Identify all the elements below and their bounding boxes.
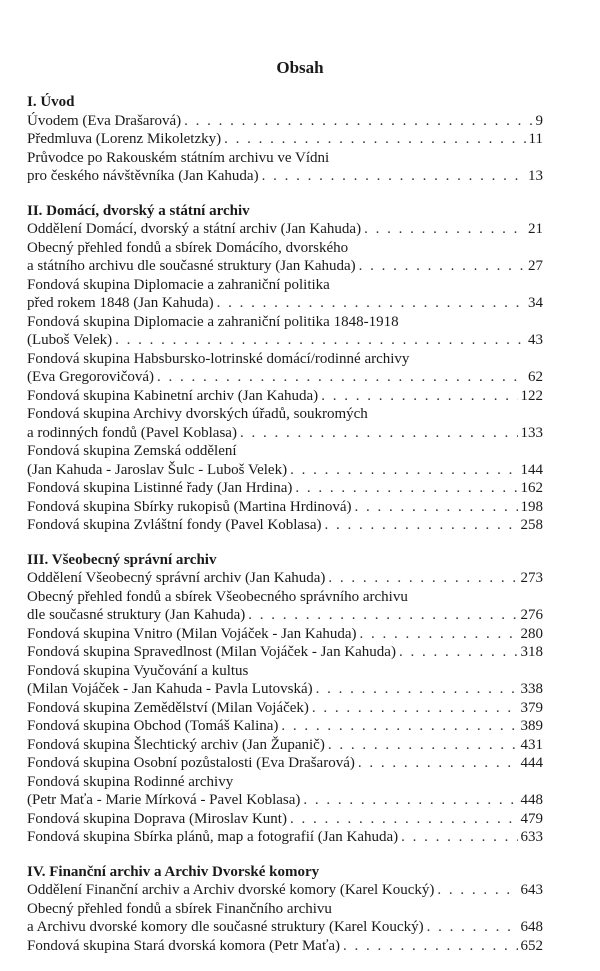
page-number: 62 xyxy=(528,369,543,385)
toc-entry xyxy=(27,220,543,239)
entry-title-line: Fondová skupina Listinné řady (Jan Hrdina) xyxy=(27,480,293,496)
page-number: 43 xyxy=(528,332,543,348)
entry-title-line: Fondová skupina Diplomacie a zahraniční politika xyxy=(27,276,330,293)
page-number: 318 xyxy=(520,644,543,660)
entry-title-line: Oddělení Domácí, dvorský a státní archiv (Jan Kahuda) xyxy=(27,221,362,237)
entry-leader-line xyxy=(27,881,543,900)
toc-entry xyxy=(27,239,543,276)
dot-leader xyxy=(401,828,517,847)
toc-entry xyxy=(27,405,543,442)
toc-section xyxy=(27,863,543,956)
dot-leader xyxy=(281,717,517,736)
entry-leader-line xyxy=(27,387,543,406)
toc-entry xyxy=(27,387,543,406)
entry-title-line: Obecný přehled fondů a sbírek Domácího, dvorského xyxy=(27,239,349,256)
toc-entry xyxy=(27,900,543,937)
dot-leader xyxy=(359,257,525,276)
toc-entry xyxy=(27,810,543,829)
entry-leader-line xyxy=(27,220,543,239)
entry-title-line: (Luboš Velek) xyxy=(27,332,113,348)
entry-title-line: Předmluva (Lorenz Mikoletzky) xyxy=(27,131,222,147)
dot-leader xyxy=(427,918,518,937)
entry-leader-line xyxy=(27,625,543,644)
dot-leader xyxy=(321,387,517,406)
toc-entry xyxy=(27,588,543,625)
entry-title-line: Fondová skupina Zemská oddělení xyxy=(27,443,237,459)
dot-leader xyxy=(290,810,518,829)
page-number: 448 xyxy=(520,792,543,808)
entry-leader-line xyxy=(27,294,543,313)
entry-leader-line xyxy=(27,810,543,829)
entry-title-line: Obecný přehled fondů a sbírek Finančního archivu xyxy=(27,900,332,917)
toc-entry xyxy=(27,112,543,131)
page-number: 643 xyxy=(520,882,543,898)
dot-leader xyxy=(157,368,525,387)
page-number: 9 xyxy=(535,112,543,129)
toc-entry xyxy=(27,516,543,535)
section-heading: I. Úvod xyxy=(27,94,75,110)
toc-entry xyxy=(27,350,543,387)
entry-leader-line xyxy=(27,112,543,131)
toc-entry xyxy=(27,828,543,847)
entry-leader-line xyxy=(27,257,543,276)
entry-title-line: (Jan Kahuda - Jaroslav Šulc - Luboš Velek) xyxy=(27,461,288,478)
toc-entry xyxy=(27,937,543,956)
page-number: 379 xyxy=(520,699,543,716)
page-title: Obsah xyxy=(276,58,324,77)
entry-title-line: Fondová skupina Stará dvorská komora (Petr Maťa) xyxy=(27,937,341,954)
entry-title-line: Fondová skupina Sbírky rukopisů (Martina Hrdinová) xyxy=(27,498,352,515)
section-heading: III. Všeobecný správní archiv xyxy=(27,551,217,568)
entry-leader-line xyxy=(27,130,543,149)
dot-leader xyxy=(355,498,518,517)
entry-leader-line xyxy=(27,516,543,535)
page-number: 431 xyxy=(520,736,543,753)
toc-entry xyxy=(27,643,543,662)
entry-title-line: Fondová skupina Vnitro (Milan Vojáček - Jan Kahuda) xyxy=(27,625,357,642)
dot-leader xyxy=(184,112,532,131)
entry-title-line: Fondová skupina Šlechtický archiv (Jan Županič) xyxy=(27,736,325,753)
entry-title-line: Fondová skupina Osobní pozůstalosti (Eva Drašarová) xyxy=(27,755,355,771)
page-number: 198 xyxy=(520,498,543,515)
entry-title-line: Fondová skupina Zemědělství (Milan Vojáček) xyxy=(27,699,309,716)
entry-title-line: Oddělení Všeobecný správní archiv (Jan Kahuda) xyxy=(27,570,326,586)
dot-leader xyxy=(358,754,518,773)
page-number: 162 xyxy=(520,480,543,496)
toc-entry xyxy=(27,498,543,517)
page-number: 258 xyxy=(520,517,543,533)
entry-leader-line xyxy=(27,828,543,847)
toc-entry xyxy=(27,699,543,718)
toc-entry xyxy=(27,130,543,149)
dot-leader xyxy=(343,937,517,956)
entry-leader-line xyxy=(27,331,543,350)
entry-leader-line xyxy=(27,717,543,736)
toc-entry xyxy=(27,717,543,736)
toc-section xyxy=(27,93,543,186)
entry-leader-line xyxy=(27,699,543,718)
dot-leader xyxy=(437,881,517,900)
dot-leader xyxy=(316,680,518,699)
page-number: 444 xyxy=(520,755,543,771)
page-number: 27 xyxy=(528,258,543,274)
entry-leader-line xyxy=(27,606,543,625)
entry-title-line: Fondová skupina Obchod (Tomáš Kalina) xyxy=(27,718,279,734)
toc-entry xyxy=(27,479,543,498)
dot-leader xyxy=(303,791,517,810)
entry-leader-line xyxy=(27,461,543,480)
page-number: 144 xyxy=(520,461,543,478)
dot-leader xyxy=(248,606,517,625)
dot-leader xyxy=(295,479,517,498)
entry-title-line: Fondová skupina Archivy dvorských úřadů, soukromých xyxy=(27,406,368,422)
dot-leader xyxy=(399,643,518,662)
entry-title-line: Fondová skupina Zvláštní fondy (Pavel Koblasa) xyxy=(27,517,322,533)
entry-title-line: dle současné struktury (Jan Kahuda) xyxy=(27,607,246,623)
entry-leader-line xyxy=(27,643,543,662)
entry-leader-line xyxy=(27,918,543,937)
section-heading: II. Domácí, dvorský a státní archiv xyxy=(27,202,250,219)
entry-title-line: Průvodce po Rakouském státním archivu ve Vídni xyxy=(27,149,330,166)
dot-leader xyxy=(325,516,518,535)
toc-entry xyxy=(27,149,543,186)
page-number: 648 xyxy=(520,919,543,935)
entry-title-line: a Archivu dvorské komory dle současné struktury (Karel Koucký) xyxy=(27,919,424,935)
entry-title-line: (Milan Vojáček - Jan Kahuda - Pavla Lutovská) xyxy=(27,681,313,697)
entry-title-line: Fondová skupina Doprava (Miroslav Kunt) xyxy=(27,810,287,827)
entry-title-line: Úvodem (Eva Drašarová) xyxy=(27,112,182,129)
entry-title-line: Oddělení Finanční archiv a Archiv dvorské komory (Karel Koucký) xyxy=(27,882,435,898)
toc-entry xyxy=(27,662,543,699)
page-number: 276 xyxy=(520,607,543,623)
entry-title-line: Fondová skupina Habsbursko-lotrinské domácí/rodinné archivy xyxy=(27,350,410,367)
page-number: 273 xyxy=(520,570,543,586)
entry-leader-line xyxy=(27,424,543,443)
dot-leader xyxy=(290,461,517,480)
dot-leader xyxy=(240,424,518,443)
toc-section xyxy=(27,202,543,535)
dot-leader xyxy=(364,220,525,239)
toc-entry xyxy=(27,881,543,900)
page-number: 13 xyxy=(528,168,543,184)
dot-leader xyxy=(360,625,518,644)
dot-leader xyxy=(115,331,525,350)
section-heading: IV. Finanční archiv a Archiv Dvorské komory xyxy=(27,863,320,880)
page-number: 34 xyxy=(528,295,543,311)
toc-entry xyxy=(27,754,543,773)
dot-leader xyxy=(328,569,517,588)
toc-entry xyxy=(27,736,543,755)
entry-leader-line xyxy=(27,569,543,588)
page-number: 280 xyxy=(520,625,543,642)
toc-entry xyxy=(27,442,543,479)
entry-title-line: Fondová skupina Sbírka plánů, map a fotografií (Jan Kahuda) xyxy=(27,829,399,845)
entry-leader-line xyxy=(27,680,543,699)
toc-entry xyxy=(27,773,543,810)
page-number: 122 xyxy=(520,387,543,404)
page-number: 479 xyxy=(520,810,543,827)
page-number: 338 xyxy=(520,681,543,697)
table-of-contents xyxy=(27,93,543,971)
entry-title-line: pro českého návštěvníka (Jan Kahuda) xyxy=(27,168,259,184)
dot-leader xyxy=(312,699,518,718)
entry-leader-line xyxy=(27,791,543,810)
page-number: 11 xyxy=(528,131,543,147)
entry-leader-line xyxy=(27,167,543,186)
entry-title-line: Fondová skupina Rodinné archivy xyxy=(27,773,234,790)
toc-entry xyxy=(27,276,543,313)
toc-entry xyxy=(27,625,543,644)
dot-leader xyxy=(328,736,518,755)
toc-entry xyxy=(27,313,543,350)
entry-title-line: (Eva Gregorovičová) xyxy=(27,369,155,385)
entry-leader-line xyxy=(27,498,543,517)
entry-leader-line xyxy=(27,754,543,773)
entry-leader-line xyxy=(27,368,543,387)
dot-leader xyxy=(224,130,525,149)
page-number: 633 xyxy=(520,829,543,845)
dot-leader xyxy=(262,167,525,186)
entry-title-line: Fondová skupina Diplomacie a zahraniční politika 1848-1918 xyxy=(27,313,399,330)
entry-title-line: (Petr Maťa - Marie Mírková - Pavel Koblasa) xyxy=(27,792,301,808)
entry-title-line: Fondová skupina Kabinetní archiv (Jan Kahuda) xyxy=(27,387,319,404)
entry-title-line: a státního archivu dle současné struktury (Jan Kahuda) xyxy=(27,258,356,274)
entry-leader-line xyxy=(27,479,543,498)
entry-title-line: Obecný přehled fondů a sbírek Všeobecného správního archivu xyxy=(27,588,408,605)
entry-leader-line xyxy=(27,937,543,956)
toc-section xyxy=(27,551,543,847)
entry-leader-line xyxy=(27,736,543,755)
toc-entry xyxy=(27,569,543,588)
entry-title-line: a rodinných fondů (Pavel Koblasa) xyxy=(27,424,237,441)
page-number: 133 xyxy=(520,424,543,441)
page-number: 652 xyxy=(520,937,543,954)
entry-title-line: Fondová skupina Spravedlnost (Milan Vojáček - Jan Kahuda) xyxy=(27,644,396,660)
page-number: 21 xyxy=(528,221,543,237)
page-number: 389 xyxy=(520,718,543,734)
entry-title-line: před rokem 1848 (Jan Kahuda) xyxy=(27,295,214,311)
entry-title-line: Fondová skupina Vyučování a kultus xyxy=(27,662,249,679)
dot-leader xyxy=(217,294,525,313)
